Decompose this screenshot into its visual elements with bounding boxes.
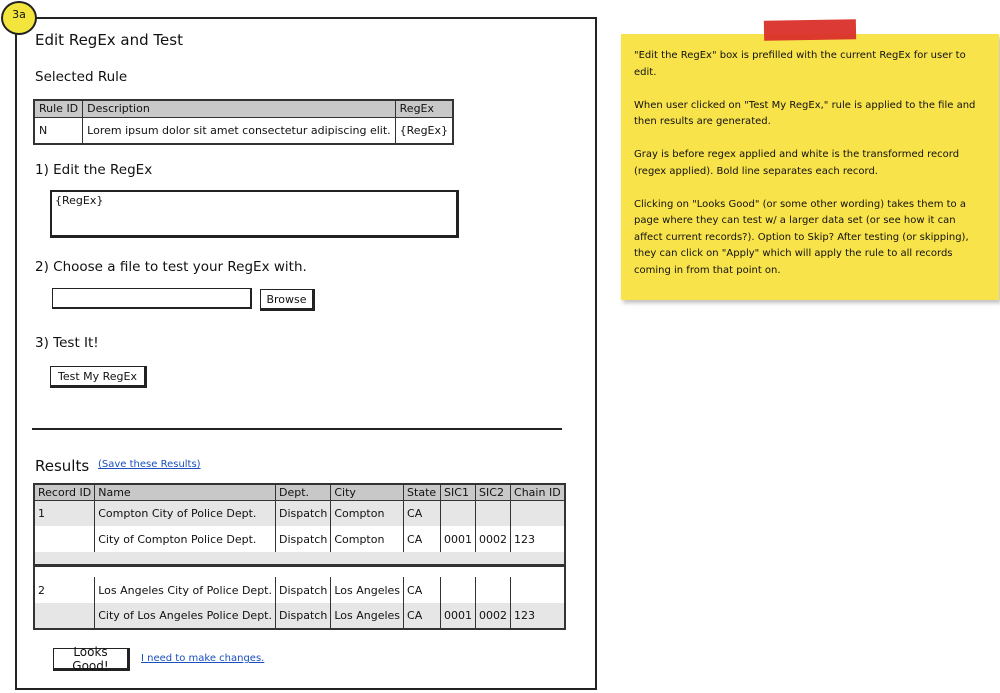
cell-sic2: 0002: [476, 526, 511, 552]
tape-decoration: [764, 19, 856, 41]
section-divider: [32, 428, 562, 430]
cell-sic1: 0001: [441, 603, 476, 629]
file-input[interactable]: [52, 288, 252, 309]
rule-regex-cell: {RegEx}: [395, 117, 453, 144]
cell-chain-id: 123: [511, 603, 565, 629]
results-table: [33, 483, 566, 630]
cell-record-id: 1: [34, 500, 95, 526]
page-badge: 3a: [1, 1, 37, 35]
regex-textarea[interactable]: {RegEx}: [50, 190, 459, 238]
cell-dept: Dispatch: [276, 526, 331, 552]
cell-name: Los Angeles City of Police Dept.: [95, 577, 276, 603]
spacer-row: [34, 567, 565, 577]
cell-sic2: 0002: [476, 603, 511, 629]
results-heading: Results: [35, 457, 90, 475]
rule-id-cell: N: [34, 117, 83, 144]
cell-record-id: 2: [34, 577, 95, 603]
cell-chain-id: 123: [511, 526, 565, 552]
spacer-row: [34, 552, 565, 564]
rule-col-regex: RegEx: [395, 100, 453, 117]
col-state: State: [404, 484, 441, 500]
rule-description-cell: Lorem ipsum dolor sit amet consectetur adipiscing elit.: [83, 117, 396, 144]
cell-dept: Dispatch: [276, 577, 331, 603]
cell-sic1: [441, 500, 476, 526]
note-paragraph: Clicking on "Looks Good" (or some other wording) takes them to a page where they can test w/ a larger data set (or see how it can affect current records?). Option to Skip? After testing (or skipping), they can click on "Apply" which will apply the rule to all records coming in from that point on.: [634, 198, 969, 276]
page-title: Edit RegEx and Test: [35, 31, 183, 49]
note-paragraph: When user clicked on "Test My RegEx," rule is applied to the file and then results are generated.: [634, 99, 976, 127]
cell-state: CA: [404, 603, 441, 629]
col-sic2: SIC2: [476, 484, 511, 500]
cell-dept: Dispatch: [276, 500, 331, 526]
results-header: [34, 484, 565, 500]
col-city: City: [331, 484, 404, 500]
rule-table-header: [34, 100, 453, 117]
col-chain-id: Chain ID: [511, 484, 565, 500]
selected-rule-heading: Selected Rule: [35, 69, 128, 85]
cell-record-id: [34, 603, 95, 629]
rule-col-id: Rule ID: [34, 100, 83, 117]
choose-file-heading: 2) Choose a file to test your RegEx with.: [35, 259, 307, 275]
save-results-link[interactable]: (Save these Results): [98, 459, 201, 470]
table-row[interactable]: [34, 577, 565, 603]
cell-dept: Dispatch: [276, 603, 331, 629]
make-changes-link[interactable]: I need to make changes.: [141, 653, 265, 664]
note-paragraph: "Edit the RegEx" box is prefilled with the current RegEx for user to edit.: [634, 50, 966, 78]
sticky-note: [621, 34, 999, 300]
cell-sic2: [476, 500, 511, 526]
test-it-heading: 3) Test It!: [35, 335, 99, 351]
edit-regex-heading: 1) Edit the RegEx: [35, 162, 153, 178]
cell-name: Compton City of Police Dept.: [95, 500, 276, 526]
browse-button[interactable]: Browse: [260, 289, 315, 311]
cell-state: CA: [404, 577, 441, 603]
cell-name: City of Compton Police Dept.: [95, 526, 276, 552]
cell-name: City of Los Angeles Police Dept.: [95, 603, 276, 629]
col-name: Name: [95, 484, 276, 500]
col-dept: Dept.: [276, 484, 331, 500]
cell-sic2: [476, 577, 511, 603]
table-row[interactable]: [34, 117, 453, 144]
col-sic1: SIC1: [441, 484, 476, 500]
cell-city: Compton: [331, 500, 404, 526]
looks-good-button[interactable]: Looks Good!: [53, 648, 130, 671]
cell-chain-id: [511, 577, 565, 603]
cell-city: Los Angeles: [331, 577, 404, 603]
table-row[interactable]: [34, 603, 565, 629]
selected-rule-table: [33, 99, 454, 145]
cell-sic1: 0001: [441, 526, 476, 552]
cell-sic1: [441, 577, 476, 603]
col-record-id: Record ID: [34, 484, 95, 500]
cell-chain-id: [511, 500, 565, 526]
cell-city: Los Angeles: [331, 603, 404, 629]
rule-col-description: Description: [83, 100, 396, 117]
table-row[interactable]: [34, 526, 565, 552]
cell-state: CA: [404, 526, 441, 552]
note-paragraph: Gray is before regex applied and white is the transformed record (regex applied). Bold line separates each record.: [634, 149, 960, 177]
test-my-regex-button[interactable]: Test My RegEx: [50, 366, 147, 388]
cell-state: CA: [404, 500, 441, 526]
cell-record-id: [34, 526, 95, 552]
cell-city: Compton: [331, 526, 404, 552]
table-row[interactable]: [34, 500, 565, 526]
